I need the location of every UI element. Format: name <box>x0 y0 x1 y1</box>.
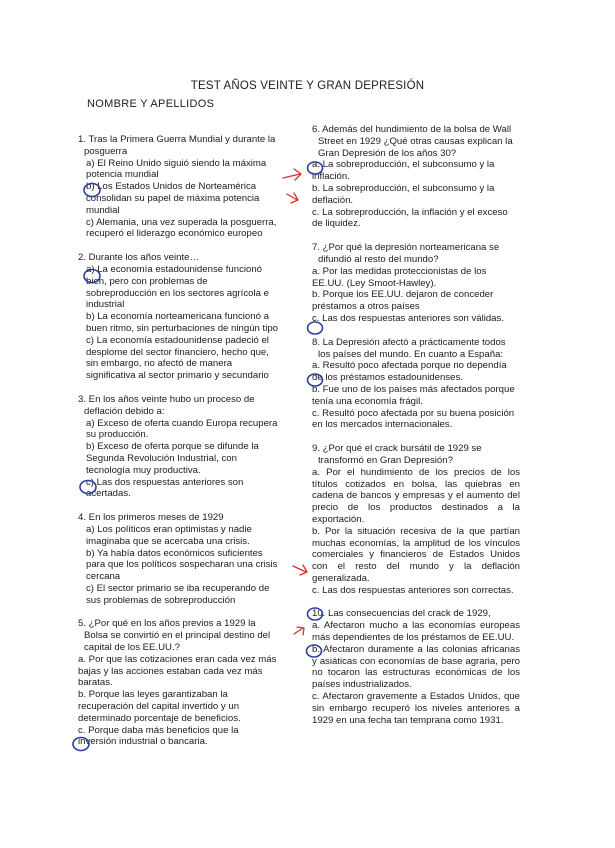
option-b: b. La sobreproducción, el subconsumo y la deflación. <box>312 182 495 206</box>
check-arrow-icon <box>294 627 304 635</box>
option-c: c) El sector primario se iba recuperando de sus problemas de sobreproducción <box>86 582 270 606</box>
option-c: c. Las dos respuestas anteriores son correctas. <box>312 584 514 596</box>
question-stem: 4. En los primeros meses de 1929 <box>78 512 224 524</box>
option-c: c. Las dos respuestas anteriores son válidas. <box>312 312 504 324</box>
option-b: b) Ya había datos económicos suficientes para que los políticos sospecharan una crisis cercana <box>86 547 278 583</box>
page-title: TEST AÑOS VEINTE Y GRAN DEPRESIÓN <box>190 80 425 92</box>
question-4 <box>78 512 278 606</box>
option-b: b) Los Estados Unidos de Norteamérica consolidan su papel de máxima potencia mundial <box>86 181 260 216</box>
check-arrow-icon <box>293 565 307 575</box>
option-a: a. Por las medidas proteccionistas de los EE.UU. (Ley Smoot-Hawley). <box>312 265 487 289</box>
question-stem: 3. En los años veinte hubo un proceso de deflación debido a: <box>78 393 255 417</box>
option-a: a. Por que las cotizaciones eran cada vez más bajas y las acciones estaban cada vez más baratas. <box>78 653 277 689</box>
question-2 <box>78 252 278 382</box>
question-stem: 6. Además del hundimiento de la bolsa de Wall Street en 1929 ¿Qué otras causas explican la Gran Depresión de los años 30? <box>312 124 513 159</box>
question-stem: 9. ¿Por qué el crack bursátil de 1929 se transformó en Gran Depresión? <box>312 443 482 466</box>
question-stem: 5. ¿Por qué en los años previos a 1929 la Bolsa se convirtió en el principal destino del capital de los EE.UU.? <box>78 618 271 654</box>
option-b: b. Porque las leyes garantizaban la recuperación del capital invertido y un determinado porcentaje de beneficios. <box>78 689 241 724</box>
option-b: b. Afectaron duramente a las colonias africanas y asiáticas con economías de base agraria, pero no tocaron las estructuras económicas de los países industrializados. <box>312 643 520 691</box>
option-b: b) Exceso de oferta porque se difunde la Segunda Revolución Industrial, con tecnología muy productiva. <box>86 441 259 476</box>
question-stem: 2. Durante los años veinte… <box>78 252 200 264</box>
option-a: a) El Reino Unido siguió siendo la máxima potencia mundial <box>86 157 267 181</box>
question-stem: 1. Tras la Primera Guerra Mundial y durante la posguerra <box>78 134 276 157</box>
option-a: a. Afectaron mucho a las economías europeas más dependientes de los préstamos de EE.UU. <box>312 620 520 644</box>
option-a: a) La economía estadounidense funcionó bien, pero con problemas de sobreproducción en los sectores agrícola e industrial <box>86 263 269 311</box>
option-a: a) Los políticos eran optimistas y nadie imaginaba que se acercaba una crisis. <box>86 523 252 547</box>
question-10 <box>312 608 520 726</box>
check-arrow-icon <box>287 193 298 203</box>
question-stem: 10. Las consecuencias del crack de 1929, <box>312 608 491 620</box>
option-b: b) La economía norteamericana funcionó a buen ritmo, sin perturbaciones de ningún tipo <box>86 311 278 334</box>
option-b: b. Por la situación recesiva de la que partían muchas economías, la amplitud de los vínculos comerciales y financieros de Estados Unidos con el resto del mundo y la deflación generalizada. <box>312 525 520 584</box>
question-3 <box>78 394 278 500</box>
option-b: b. Porque los EE.UU. dejaron de conceder préstamos a otros países <box>312 289 494 313</box>
question-5 <box>78 618 278 748</box>
option-a: a. Por el hundimiento de los precios de los títulos cotizados en bolsa, las quiebras en cadena de bancos y empresas y el aumento del precio de los productos destinados a la exportación. <box>312 466 520 525</box>
question-stem: 8. La Depresión afectó a prácticamente todos los países del mundo. En cuanto a España: <box>312 336 506 360</box>
left-column <box>78 134 278 761</box>
question-9 <box>312 443 520 596</box>
question-8 <box>312 337 520 431</box>
option-c: c. Porque daba más beneficios que la inversión industrial o bancaria. <box>78 724 239 748</box>
option-a: a. Resultó poco afectada porque no dependía de los préstamos estadounidenses. <box>312 360 507 384</box>
question-stem: 7. ¿Por qué la depresión norteamericana se difundió al resto del mundo? <box>312 242 500 265</box>
name-field-label: NOMBRE Y APELLIDOS <box>87 98 215 110</box>
question-1 <box>78 134 278 240</box>
question-6 <box>312 124 520 230</box>
option-c: c. Afectaron gravemente a Estados Unidos, que sin embargo recuperó los niveles anteriores a 1929 en una fecha tan temprana como 1931. <box>312 691 520 726</box>
option-c: c. La sobreproducción, la inflación y el exceso de liquidez. <box>312 206 508 230</box>
option-c: c) La economía estadounidense padeció el desplome del sector financiero, hecho que, sin embargo, no afectó de manera significativa al sector primario y secundario <box>86 334 269 382</box>
option-a: a. La sobreproducción, el subconsumo y la inflación. <box>312 159 495 183</box>
right-column <box>312 124 520 739</box>
option-c: c. Resultó poco afectada por su buena posición en los mercados internacionales. <box>312 407 515 431</box>
check-arrow-icon <box>283 169 301 180</box>
option-c: c) Alemania, una vez superada la posguerra, recuperó el liderazgo económico europeo <box>86 216 277 240</box>
option-b: b. Fue uno de los países más afectados porque tenía una economía frágil. <box>312 383 515 407</box>
option-a: a) Exceso de oferta cuando Europa recupera su producción. <box>86 417 278 441</box>
option-c: c) Las dos respuestas anteriores son acertadas. <box>86 476 244 500</box>
question-7 <box>312 242 520 325</box>
